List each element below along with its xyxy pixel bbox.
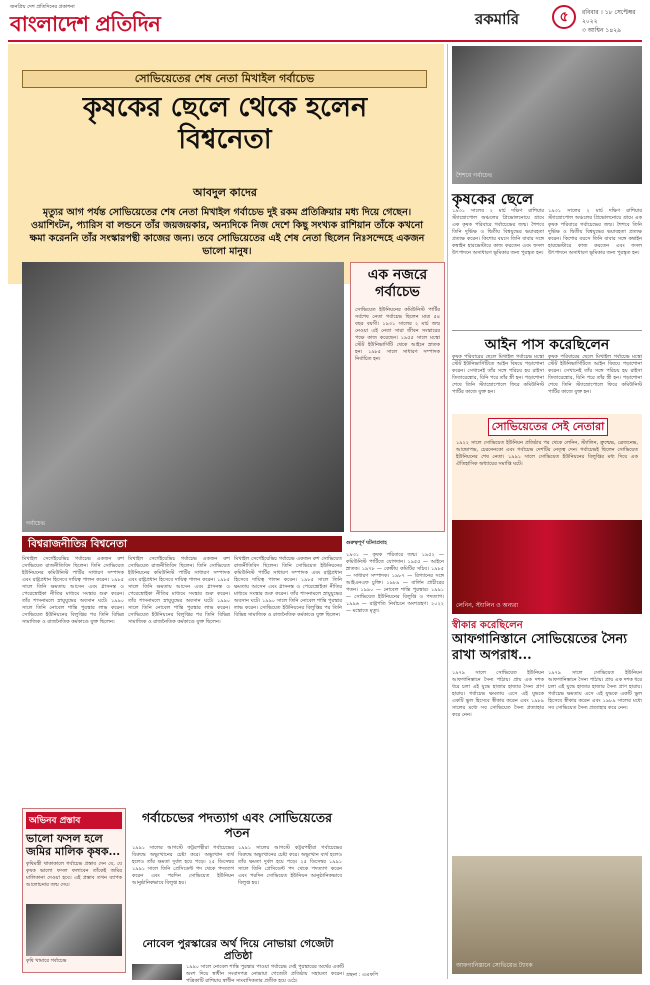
farming-text: কৃষিমন্ত্রী থাকাকালে গর্বাচেভ প্রস্তাব দেন যে, যে কৃষক ভালো ফসল ফলাবেন তাঁকেই জমির মালিকানা দেওয়া হবে। এই প্রস্তাব তখন ব্যাপক আলোচনার জন্ম দেয়। <box>26 861 122 888</box>
lead-headline: কৃষকের ছেলে থেকে হলেন বিশ্বনেতা <box>82 92 368 155</box>
afghanistan-text-col-1: ১৯৭৯ সালে সোভিয়েত ইউনিয়ন আফগানিস্তানে সৈন্য পাঠায়। প্রায় এক দশক ধরে চলা এই যুদ্ধে হাজার হাজার সৈন্য প্রাণ হারায়। গর্বাচেভ ক্ষমতায় এসে এই যুদ্ধকে একটি ভুল হিসেবে স্বীকার করেন এবং ১৯৮৯ সালের মধ্যে সব সোভিয়েত সৈন্য প্রত্যাহার করে নেন। <box>452 670 544 718</box>
childhood-photo <box>452 46 642 184</box>
fall-text-col-1: ১৯৯১ সালের আগস্টে কট্টরপন্থীরা গর্বাচেভের বিরুদ্ধে অভ্যুত্থানের চেষ্টা করে। অভ্যুত্থান ব্যর্থ হলেও তাঁর ক্ষমতা দুর্বল হয়ে পড়ে। ২৫ ডিসেম্বর ১৯৯১ সালে তিনি প্রেসিডেন্ট পদ থেকে পদত্যাগ করেন এবং পরদিন সোভিয়েত ইউনিয়ন আনুষ্ঠানিকভাবে বিলুপ্ত হয়। <box>132 845 234 886</box>
farmer-son-heading: কৃষকের ছেলে <box>452 190 534 208</box>
nobel-photo <box>132 964 182 980</box>
masthead-logo <box>10 4 190 38</box>
farming-kicker: অভিনব প্রস্তাব <box>26 812 122 829</box>
lead-byline: আবদুল কাদের <box>193 186 257 199</box>
fall-heading: গর্বাচেভের পদত্যাগ এবং সোভিয়েতের পতন <box>141 810 333 840</box>
afghanistan-photo <box>452 856 642 974</box>
farmer-son-text-col-1: ১৯৩১ সালের ২ মার্চ দক্ষিণ রাশিয়ার স্ট্যাভ্রোপোল অঞ্চলের প্রিভোলনোয়ে গ্রামে এক কৃষক পরিবারে গর্বাচেভের জন্ম। শৈশবে তিনি দুর্ভিক্ষ ও দ্বিতীয় বিশ্বযুদ্ধের ভয়াবহতা প্রত্যক্ষ করেন। কিশোর বয়সে তিনি বাবার সঙ্গে কম্বাইন হারভেস্টারে কাজ করতেন এবং ফসল উৎপাদনে অসাধারণ ভূমিকার জন্য পুরস্কৃত হন। <box>452 208 544 256</box>
fall-text-col-2: ১৯৯১ সালের আগস্টে কট্টরপন্থীরা গর্বাচেভের বিরুদ্ধে অভ্যুত্থানের চেষ্টা করে। অভ্যুত্থান ব্যর্থ হলেও তাঁর ক্ষমতা দুর্বল হয়ে পড়ে। ২৫ ডিসেম্বর ১৯৯১ সালে তিনি প্রেসিডেন্ট পদ থেকে পদত্যাগ করেন এবং পরদিন সোভিয়েত ইউনিয়ন আনুষ্ঠানিকভাবে বিলুপ্ত হয়। <box>238 845 342 886</box>
lead-kicker: সোভিয়েতের শেষ নেতা মিখাইল গর্বাচেভ <box>22 70 427 88</box>
farming-heading: ভালো ফসল হলে জমির মালিক কৃষক... <box>26 832 121 858</box>
column-divider <box>447 44 448 979</box>
masthead-tagline: জনপ্রিয় দেশ প্রতিদিনের প্রকাশনা <box>10 4 75 10</box>
farmer-son-text-col-2: ১৯৩১ সালের ২ মার্চ দক্ষিণ রাশিয়ার স্ট্যাভ্রোপোল অঞ্চলের প্রিভোলনোয়ে গ্রামে এক কৃষক পরিবারে গর্বাচেভের জন্ম। শৈশবে তিনি দুর্ভিক্ষ ও দ্বিতীয় বিশ্বযুদ্ধের ভয়াবহতা প্রত্যক্ষ করেন। কিশোর বয়সে তিনি বাবার সঙ্গে কম্বাইন হারভেস্টারে কাজ করতেন এবং ফসল উৎপাদনে অসাধারণ ভূমিকার জন্য পুরস্কৃত হন। <box>548 208 642 256</box>
world-leader-text-col-2: মিখাইল সের্গেইয়েভিচ গর্বাচেভ একজন রুশ সোভিয়েত রাজনীতিবিদ ছিলেন। তিনি সোভিয়েত ইউনিয়নের কমিউনিস্ট পার্টির সাধারণ সম্পাদক এবং রাষ্ট্রপ্রধান হিসেবে দায়িত্ব পালন করেন। ১৯৮৫ সালে তিনি ক্ষমতায় আসেন এবং গ্লাসনস্ত ও পেরেস্ত্রোইকা নীতির মাধ্যমে সংস্কার শুরু করেন। তাঁর শাসনামলে স্নায়ুযুদ্ধের অবসান ঘটে। ১৯৯০ সালে তিনি নোবেল শান্তি পুরস্কার লাভ করেন। সোভিয়েত ইউনিয়নের বিলুপ্তির পর তিনি বিভিন্ন সামাজিক ও রাজনৈতিক কর্মকাণ্ডে যুক্ত ছিলেন। <box>128 556 230 625</box>
farming-box <box>22 808 126 973</box>
farming-photo <box>26 904 122 956</box>
law-pass-text-col-1: কৃষক পরিবারের ছেলে মিখাইল গর্বাচেভ মস্কো স্টেট ইউনিভার্সিটিতে আইন বিষয়ে পড়াশোনা করেন। সেখানেই তাঁর সঙ্গে পরিচয় হয় রাইসা তিতারেঙ্কোর, যিনি পরে তাঁর স্ত্রী হন। পড়াশোনা শেষে তিনি স্ট্যাভ্রোপোলে ফিরে কমিউনিস্ট পার্টির কাজে যুক্ত হন। <box>452 354 544 395</box>
farming-photo-caption: কৃষি খামারে গর্বাচেভ <box>26 958 67 964</box>
nobel-text: ১৯৯০ সালে নোবেল শান্তি পুরস্কার পাওয়া গর্বাচেভ সেই পুরস্কারের অর্থের একটি অংশ দিয়ে স্বাধীন সংবাদপত্র নোভায়া গেজেটা প্রতিষ্ঠায় সহায়তা করেন। পত্রিকাটি রাশিয়ায় স্বাধীন সাংবাদিকতার প্রতীক হয়ে ওঠে। <box>186 964 344 984</box>
timeline-footer: গ্রন্থনা : এএফপি <box>346 972 379 978</box>
afghanistan-text-col-2: ১৯৭৯ সালে সোভিয়েত ইউনিয়ন আফগানিস্তানে সৈন্য পাঠায়। প্রায় এক দশক ধরে চলা এই যুদ্ধে হাজার হাজার সৈন্য প্রাণ হারায়। গর্বাচেভ ক্ষমতায় এসে এই যুদ্ধকে একটি ভুল হিসেবে স্বীকার করেন এবং ১৯৮৯ সালের মধ্যে সব সোভিয়েত সৈন্য প্রত্যাহার করে নেন। <box>548 670 642 711</box>
childhood-photo-label: শৈশবে গর্বাচেভ <box>456 172 493 179</box>
date-line <box>582 8 644 35</box>
date-line-1: রবিবার । ১৮ সেপ্টেম্বর ২০২২ <box>582 9 636 25</box>
nobel-heading: নোবেল পুরস্কারের অর্থ দিয়ে নোভায়া গেজেটা প্রতিষ্ঠা <box>142 938 334 962</box>
world-leader-heading: বিশ্বরাজনীতির বিশ্বনেতা <box>22 536 342 552</box>
world-leader-text-col-1: মিখাইল সের্গেইয়েভিচ গর্বাচেভ একজন রুশ সোভিয়েত রাজনীতিবিদ ছিলেন। তিনি সোভিয়েত ইউনিয়নের কমিউনিস্ট পার্টির সাধারণ সম্পাদক এবং রাষ্ট্রপ্রধান হিসেবে দায়িত্ব পালন করেন। ১৯৮৫ সালে তিনি ক্ষমতায় আসেন এবং গ্লাসনস্ত ও পেরেস্ত্রোইকা নীতির মাধ্যমে সংস্কার শুরু করেন। তাঁর শাসনামলে স্নায়ুযুদ্ধের অবসান ঘটে। ১৯৯০ সালে তিনি নোবেল শান্তি পুরস্কার লাভ করেন। সোভিয়েত ইউনিয়নের বিলুপ্তির পর তিনি বিভিন্ন সামাজিক ও রাজনৈতিক কর্মকাণ্ডে যুক্ত ছিলেন। <box>22 556 124 625</box>
date-line-2: ৩ আশ্বিন ১৪২৯ <box>582 27 622 34</box>
page-number: ৫ <box>552 5 576 29</box>
leaders-text: ১৯২২ সালে সোভিয়েত ইউনিয়ন প্রতিষ্ঠার পর থেকে লেনিন, স্ট্যালিন, ক্রুশ্চেভ, ব্রেজনেভ, আন্দ্রোপভ, চেরনেনকো এবং গর্বাচেভ দেশটির নেতৃত্ব দেন। গর্বাচেভই ছিলেন সোভিয়েত ইউনিয়নের শেষ নেতা। ১৯৯১ সালে সোভিয়েত ইউনিয়নের বিলুপ্তির মধ্য দিয়ে এক ঐতিহাসিক অধ্যায়ের সমাপ্তি ঘটে। <box>456 440 638 467</box>
leaders-poster <box>452 520 642 614</box>
leaders-heading: সোভিয়েতের সেই নেতারা <box>488 418 608 436</box>
law-pass-text-col-2: কৃষক পরিবারের ছেলে মিখাইল গর্বাচেভ মস্কো স্টেট ইউনিভার্সিটিতে আইন বিষয়ে পড়াশোনা করেন। সেখানেই তাঁর সঙ্গে পরিচয় হয় রাইসা তিতারেঙ্কোর, যিনি পরে তাঁর স্ত্রী হন। পড়াশোনা শেষে তিনি স্ট্যাভ্রোপোলে ফিরে কমিউনিস্ট পার্টির কাজে যুক্ত হন। <box>548 354 642 395</box>
lead-lede: মৃত্যুর আগ পর্যন্ত সোভিয়েতের শেষ নেতা মিখাইল গর্বাচেভ দুই রকম প্রতিক্রিয়ার মধ্য দিয়ে গেছেন। ওয়াশিংটন, প্যারিস বা লন্ডনে তাঁর জয়জয়কার, অন্যদিকে নিজ দেশে কিছু সংখ্যক রাশিয়ান তাঁকে কখনো ক্ষমা করেননি তাঁর সংস্কারপন্থী কাজের জন্য। তবে সোভিয়েতের এই শেষ নেতা ছিলেন নিঃসন্দেহে একজন ভালো মানুষ। <box>29 207 425 257</box>
leaders-poster-label: লেনিন, স্ট্যালিন ও অন্যরা <box>456 602 519 609</box>
at-a-glance-heading: এক নজরে গর্বাচেভ <box>367 267 428 300</box>
at-a-glance-box <box>350 262 445 532</box>
header-rule <box>8 40 642 42</box>
law-pass-heading: আইন পাস করেছিলেন <box>452 330 642 360</box>
world-leader-text-col-3: মিখাইল সের্গেইয়েভিচ গর্বাচেভ একজন রুশ সোভিয়েত রাজনীতিবিদ ছিলেন। তিনি সোভিয়েত ইউনিয়নের কমিউনিস্ট পার্টির সাধারণ সম্পাদক এবং রাষ্ট্রপ্রধান হিসেবে দায়িত্ব পালন করেন। ১৯৮৫ সালে তিনি ক্ষমতায় আসেন এবং গ্লাসনস্ত ও পেরেস্ত্রোইকা নীতির মাধ্যমে সংস্কার শুরু করেন। তাঁর শাসনামলে স্নায়ুযুদ্ধের অবসান ঘটে। ১৯৯০ সালে তিনি নোবেল শান্তি পুরস্কার লাভ করেন। সোভিয়েত ইউনিয়নের বিলুপ্তির পর তিনি বিভিন্ন সামাজিক ও রাজনৈতিক কর্মকাণ্ডে যুক্ত ছিলেন। <box>234 556 342 618</box>
afghanistan-photo-label: আফগানিস্তানে সোভিয়েত ট্যাংক <box>456 962 533 969</box>
timeline-heading: গুরুত্বপূর্ণ ঘটনাপ্রবাহ <box>346 540 387 546</box>
masthead-name: বাংলাদেশ প্রতিদিন <box>10 11 161 36</box>
gorbachev-photo <box>22 262 344 532</box>
afghanistan-kicker: স্বীকার করেছিলেন <box>452 620 523 631</box>
at-a-glance-text: সোভিয়েত ইউনিয়নের কমিউনিস্ট পার্টির সর্বশেষ নেতা গর্বাচেভ ছিলেন মাত্র ৫৪ বছর বয়সী। ১৯৩১ সালের ২ মার্চ জন্ম নেওয়া এই নেতা সারা জীবন সংস্কারের পক্ষে কাজ করেছেন। ১৯৫৫ সালে মস্কো স্টেট ইউনিভার্সিটি থেকে আইনে স্নাতক হন। ১৯৮৫ সালে সাধারণ সম্পাদক নির্বাচিত হন। <box>355 307 440 362</box>
afghanistan-heading: আফগানিস্তানে সোভিয়েতের সৈন্য রাখা অপরাধ... <box>452 632 628 663</box>
timeline-text: ১৯৩১ — কৃষক পরিবারে জন্ম। ১৯৫২ — কমিউনিস্ট পার্টিতে যোগদান। ১৯৫৫ — আইনে স্নাতক। ১৯৭৮ — কেন্দ্রীয় কমিটির সচিব। ১৯৮৫ — সাধারণ সম্পাদক। ১৯৮৭ — রিগ্যানের সঙ্গে আইএনএফ চুক্তি। ১৯৮৯ — বার্লিন প্রাচীরের পতন। ১৯৯০ — নোবেল শান্তি পুরস্কার। ১৯৯১ — সোভিয়েত ইউনিয়নের বিলুপ্তি ও পদত্যাগ। ১৯৯৬ — রাষ্ট্রপতি নির্বাচনে অংশগ্রহণ। ২০২২ — মস্কোতে মৃত্যু। <box>346 552 444 614</box>
gorbachev-photo-label: গর্বাচেভ <box>26 520 46 527</box>
section-name: রকমারি <box>475 10 519 28</box>
